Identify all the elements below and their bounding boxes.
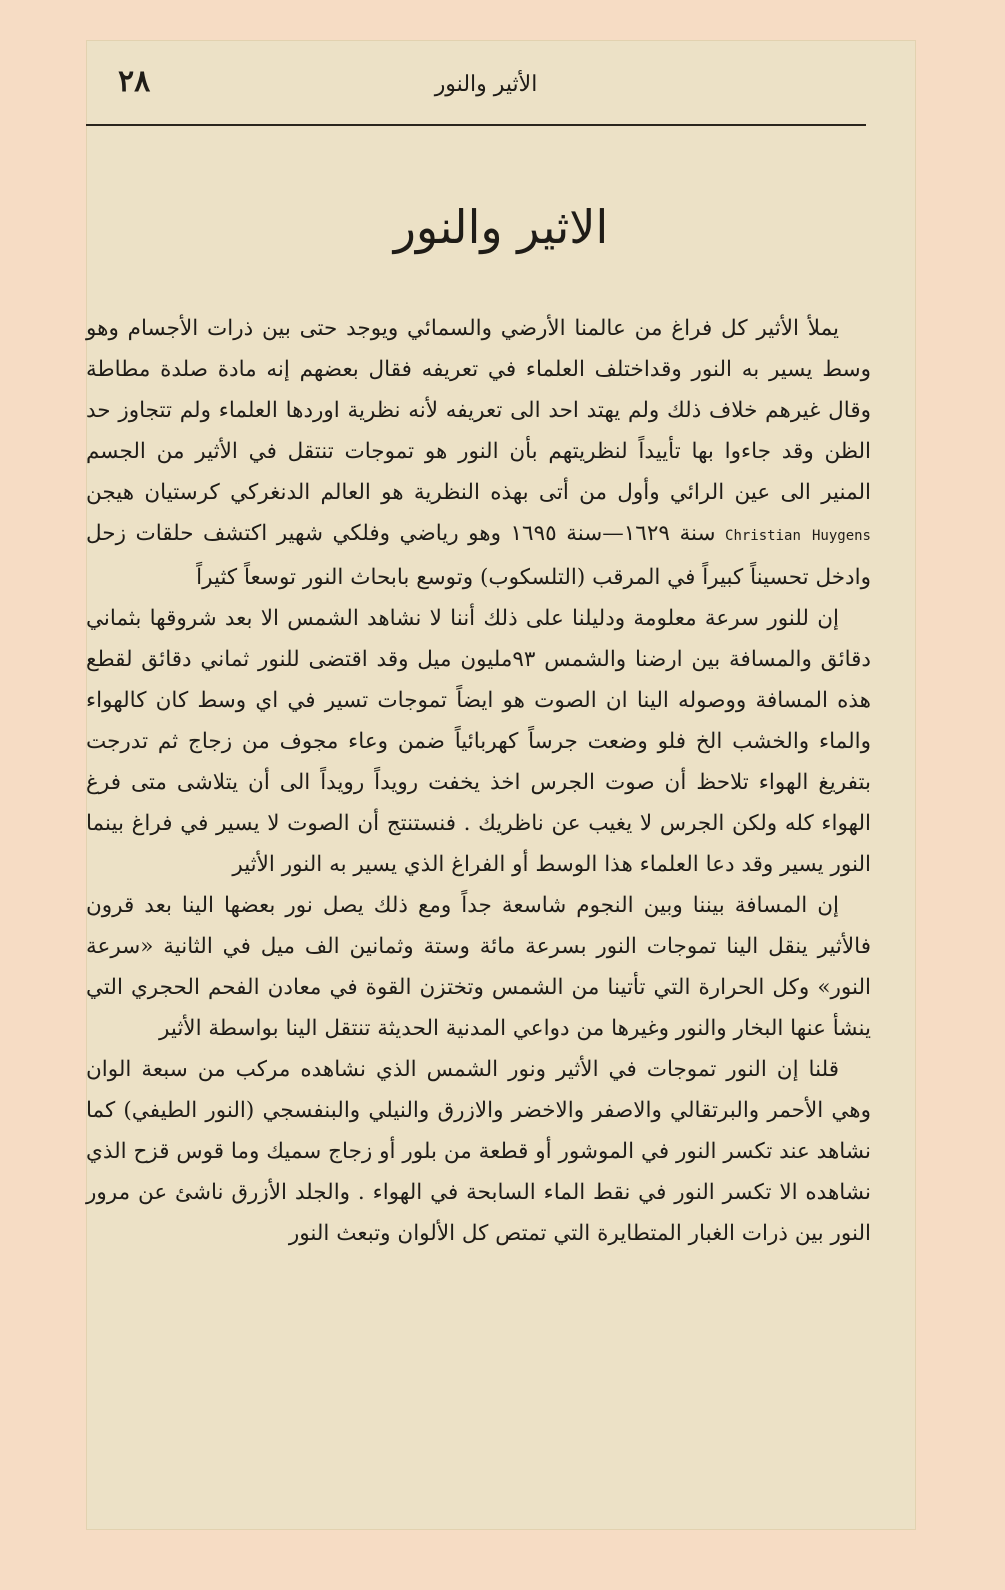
header-rule (86, 124, 866, 126)
paragraph (86, 308, 871, 598)
page-number: ٢٨ (118, 64, 151, 99)
paragraph-text: سنة ١٦٢٩—سنة ١٦٩٥ وهو رياضي وفلكي شهير اكتشف حلقات زحل وادخل تحسيناً كبيراً في المرقب (التلسكوب) وتوسع بابحاث النور توسعاً كثيراً (86, 521, 871, 590)
latin-name: Christian Huygens (725, 528, 871, 544)
paragraph: إن للنور سرعة معلومة ودليلنا على ذلك أننا لا نشاهد الشمس الا بعد شروقها بثماني دقائق والمسافة بين ارضنا والشمس ٩٣مليون ميل وقد اقتضى للنور ثماني دقائق لقطع هذه المسافة ووصوله الينا ان الصوت هو ايضاً تموجات تسير في اي وسط كان كالهواء والماء والخشب الخ فلو وضعت جرساً كهربائياً ضمن وعاء مجوف من زجاج ثم تدرجت بتفريغ الهواء تلاحظ أن صوت الجرس اخذ يخفت رويداً رويداً الى أن يتلاشى متى فرغ الهواء كله ولكن الجرس لا يغيب عن ناظريك . فنستنتج أن الصوت لا يسير في فراغ بينما النور يسير وقد دعا العلماء هذا الوسط أو الفراغ الذي يسير به النور الأثير (86, 606, 871, 877)
body-text (86, 308, 871, 1254)
page-header (86, 64, 916, 114)
paragraph-text: يملأ الأثير كل فراغ من عالمنا الأرضي والسمائي ويوجد حتى بين ذرات الأجسام وهو وسط يسير به النور وقداختلف العلماء في تعريفه فقال بعضهم إنه مادة صلدة مطاطة وقال غيرهم خلاف ذلك ولم يهتد احد الى تعريفه لأنه نظرية اوردها العلماء ولم تتجاوز حد الظن وقد جاءوا بها تأييداً لنظريتهم بأن النور هو تموجات تنتقل في الأثير من الجسم المنير الى عين الرائي وأول من أتى بهذه النظرية هو العالم الدنغركي كرستيان هيجن (86, 316, 871, 505)
running-title: الأثير والنور (434, 72, 538, 97)
book-page (86, 40, 916, 1530)
paragraph: قلنا إن النور تموجات في الأثير ونور الشمس الذي نشاهده مركب من سبعة الوان وهي الأحمر والبرتقالي والاصفر والاخضر والازرق والنيلي والبنفسجي (النور الطيفي) كما نشاهد عند تكسر النور في الموشور أو قطعة من بلور أو زجاج سميك وما قوس قزح الذي نشاهده الا تكسر النور في نقط الماء السابحة في الهواء . والجلد الأزرق ناشئ عن مرور النور بين ذرات الغبار المتطايرة التي تمتص كل الألوان وتبعث النور (86, 1057, 871, 1246)
chapter-title: الاثير والنور (393, 200, 609, 254)
paragraph: إن المسافة بيننا وبين النجوم شاسعة جداً ومع ذلك يصل نور بعضها الينا بعد قرون فالأثير ينقل الينا تموجات النور بسرعة مائة وستة وثمانين الف ميل في الثانية «سرعة النور» وكل الحرارة التي تأتينا من الشمس وتختزن القوة في معادن الفحم الحجري التي ينشأ عنها البخار والنور وغيرها من دواعي المدنية الحديثة تنتقل الينا بواسطة الأثير (86, 893, 871, 1041)
